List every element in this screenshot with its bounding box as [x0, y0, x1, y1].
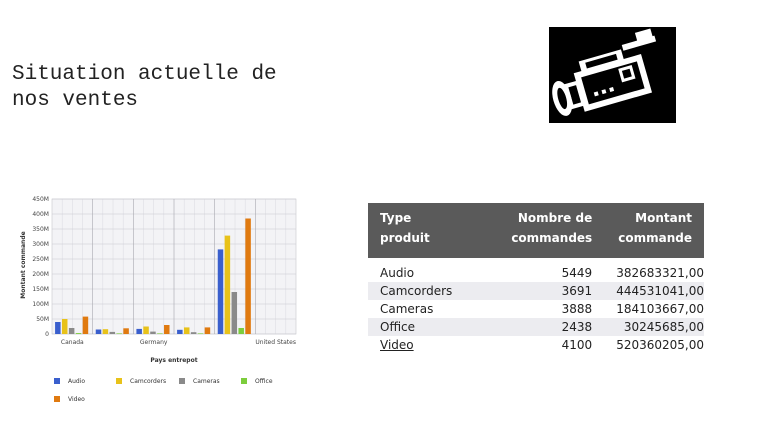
bar-cameras [69, 328, 75, 334]
legend-swatch [116, 378, 122, 384]
bar-video [205, 327, 211, 334]
y-tick-label: 400M [32, 211, 49, 218]
bar-office [116, 333, 122, 334]
sales-table [368, 203, 704, 354]
table-row [368, 318, 704, 336]
bar-cameras [191, 332, 197, 334]
chart-y-axis [32, 196, 49, 338]
chart-x-axis [61, 339, 296, 346]
legend-swatch [179, 378, 185, 384]
y-tick-label: 50M [36, 316, 49, 323]
cell-amount: 382683321,00 [616, 266, 704, 280]
bar-audio [55, 322, 61, 334]
bar-audio [96, 330, 102, 335]
bar-cameras [150, 332, 156, 334]
bar-office [157, 333, 163, 334]
legend-label: Camcorders [130, 378, 167, 385]
y-tick-label: 250M [32, 256, 49, 263]
legend-label: Office [255, 378, 273, 385]
y-tick-label: 350M [32, 226, 49, 233]
x-tick-label: United States [255, 339, 296, 346]
page-title-line-2: nos ventes [12, 89, 139, 112]
cell-count: 3888 [561, 302, 593, 316]
x-tick-label: Canada [60, 339, 84, 346]
bar-cameras [232, 292, 238, 334]
cell-type: Cameras [380, 302, 434, 316]
header-montant-commande: Montant commande [604, 203, 704, 258]
bar-camcorders [184, 327, 190, 334]
cell-amount: 184103667,00 [616, 302, 704, 316]
y-tick-label: 450M [32, 196, 49, 203]
bar-video [83, 317, 89, 334]
table-row [368, 300, 704, 318]
chart-grid [52, 199, 296, 334]
table-row [368, 282, 704, 300]
cell-type: Camcorders [368, 282, 464, 300]
bar-office [76, 333, 82, 334]
cell-amount: 444531041,00 [604, 282, 704, 300]
bar-audio [136, 329, 142, 334]
bar-camcorders [143, 327, 149, 335]
chart-ylabel: Montant commande [20, 231, 27, 299]
chart-xlabel: Pays entrepot [150, 357, 198, 364]
cell-type: Audio [380, 266, 415, 280]
bar-camcorders [225, 236, 231, 334]
bar-audio [177, 330, 183, 334]
bar-video [123, 328, 129, 334]
legend-label: Cameras [193, 378, 220, 385]
bar-office [198, 333, 204, 334]
page-title [12, 62, 277, 114]
cell-count: 3691 [464, 282, 604, 300]
video-camera-icon [549, 27, 676, 123]
y-tick-label: 150M [32, 286, 49, 293]
cell-count: 4100 [561, 338, 593, 352]
link-video[interactable]: Video [380, 338, 414, 352]
cell-amount: 520360205,00 [616, 338, 704, 352]
legend-label: Video [68, 396, 85, 403]
header-nombre-commandes: Nombre de commandes [464, 203, 604, 258]
page-title-line-1: Situation actuelle de [12, 63, 277, 86]
y-tick-label: 200M [32, 271, 49, 278]
chart-legend [54, 378, 273, 403]
legend-label: Audio [68, 378, 86, 385]
sales-bar-chart [12, 188, 302, 413]
table-header-row [368, 203, 704, 258]
legend-swatch [54, 378, 60, 384]
bar-camcorders [62, 319, 68, 334]
bar-video [245, 219, 251, 335]
cell-count: 2438 [464, 318, 604, 336]
y-tick-label: 0 [45, 331, 49, 338]
table-row [368, 264, 704, 282]
header-type-produit: Type produit [368, 203, 464, 258]
legend-swatch [54, 396, 60, 402]
cell-count: 5449 [561, 266, 593, 280]
y-tick-label: 300M [32, 241, 49, 248]
bar-audio [218, 249, 224, 334]
bar-cameras [110, 332, 116, 334]
bar-office [238, 328, 244, 334]
cell-amount: 30245685,00 [604, 318, 704, 336]
bar-camcorders [103, 329, 109, 334]
cell-type: Office [368, 318, 464, 336]
legend-swatch [241, 378, 247, 384]
x-tick-label: Germany [139, 339, 168, 346]
table-row [368, 336, 704, 354]
bar-video [164, 325, 170, 334]
y-tick-label: 100M [32, 301, 49, 308]
